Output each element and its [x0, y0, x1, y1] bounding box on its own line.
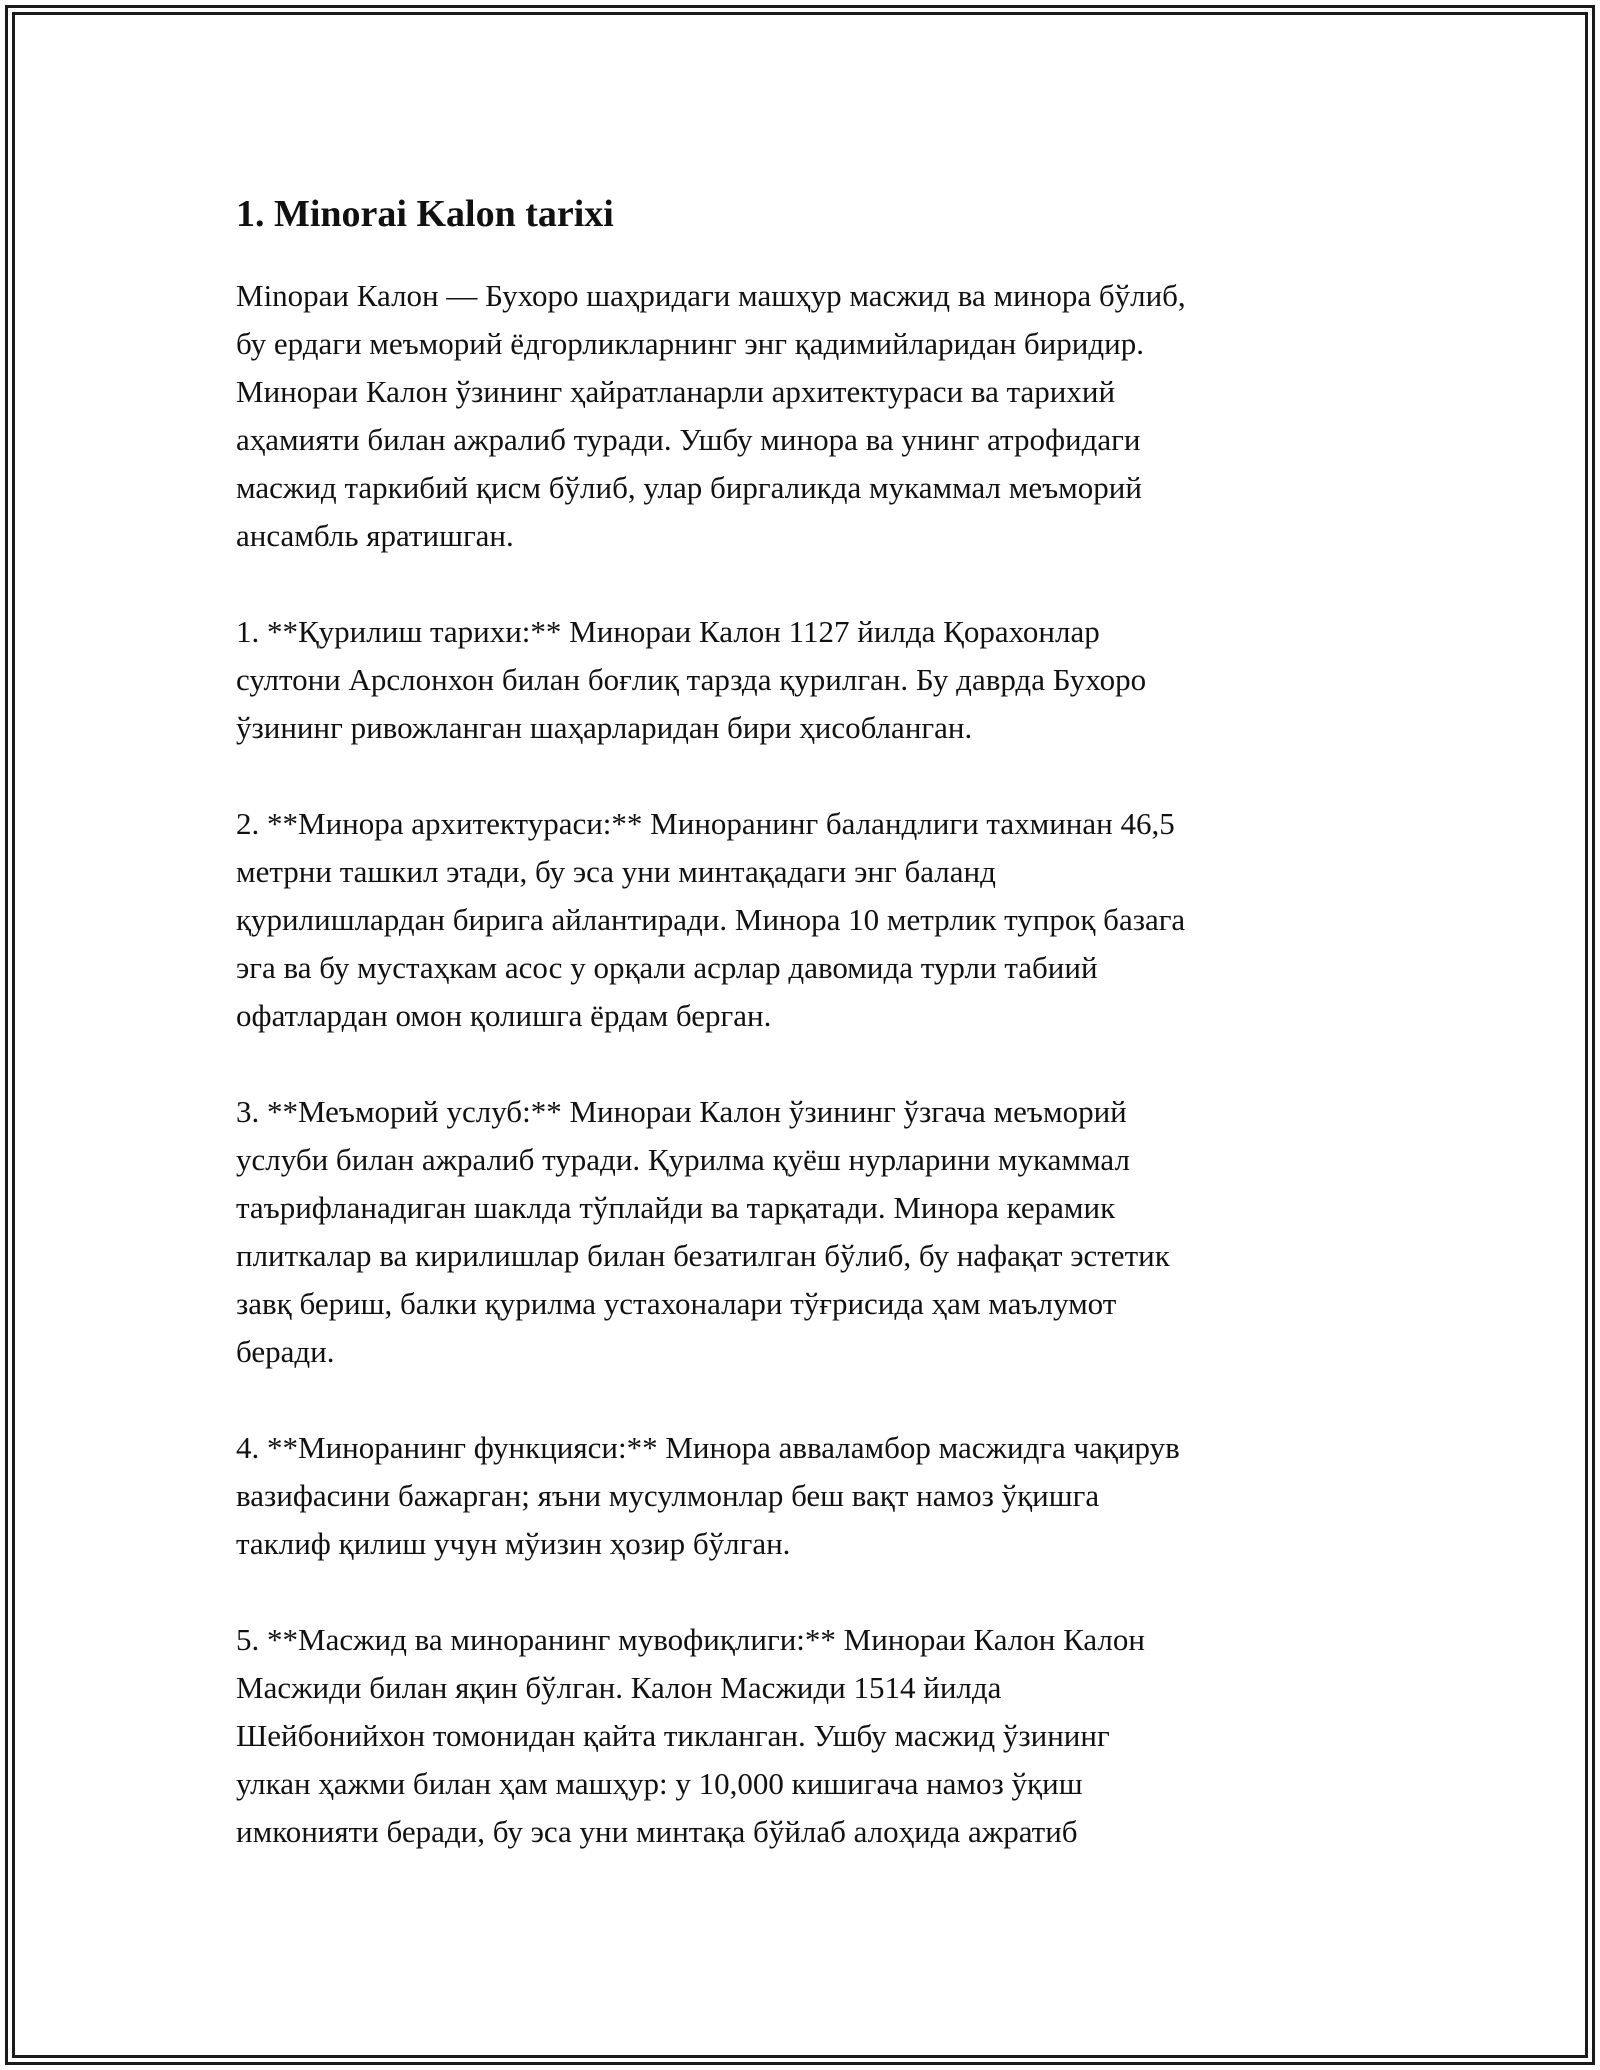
- paragraph-line: масжид таркибий қисм бўлиб, улар биргаликда мукаммал меъморий: [236, 470, 1142, 505]
- paragraph-line: қурилишлардан бирига айлантиради. Минора 10 метрлик тупроқ базага: [236, 902, 1186, 937]
- paragraph-line: завқ бериш, балки қурилма устахоналари тўғрисида ҳам маълумот: [236, 1286, 1117, 1321]
- paragraph-line: 3. **Меъморий услуб:** Минораи Калон ўзининг ўзгача меъморий: [236, 1094, 1127, 1129]
- paragraph-line: ансамбль яратишган.: [236, 518, 514, 553]
- minaret-function-paragraph: [236, 1424, 1376, 1568]
- construction-history-paragraph: [236, 608, 1376, 752]
- paragraph-line: таърифланадиган шаклда тўплайди ва тарқатади. Минора керамик: [236, 1190, 1116, 1225]
- paragraph-line: офатлардан омон қолишга ёрдам берган.: [236, 998, 772, 1033]
- paragraph-line: плиткалар ва кирилишлар билан безатилган бўлиб, бу нафақат эстетик: [236, 1238, 1170, 1273]
- paragraph-line: Шейбонийхон томонидан қайта тикланган. Ушбу масжид ўзининг: [236, 1718, 1110, 1753]
- paragraph-line: 5. **Масжид ва миноранинг мувофиқлиги:** Минораи Калон Калон: [236, 1622, 1145, 1657]
- paragraph-line: имконияти беради, бу эса уни минтақа бўйлаб алоҳида ажратиб: [236, 1814, 1078, 1849]
- paragraph-line: бу ердаги меъморий ёдгорликларнинг энг қадимийларидан биридир.: [236, 326, 1144, 361]
- paragraph-line: аҳамияти билан ажралиб туради. Ушбу минора ва унинг атрофидаги: [236, 422, 1141, 457]
- paragraph-line: вазифасини бажарган; яъни мусулмонлар беш вақт намоз ўқишга: [236, 1478, 1100, 1513]
- document-title: 1. Minorai Kalon tarixi: [236, 193, 614, 235]
- paragraph-line: эга ва бу мустаҳкам асос у орқали асрлар давомида турли табиий: [236, 950, 1098, 985]
- paragraph-line: Масжиди билан яқин бўлган. Калон Масжиди 1514 йилда: [236, 1670, 1002, 1705]
- intro-paragraph: [236, 272, 1376, 560]
- paragraph-line: султони Арслонхон билан боғлиқ тарзда қурилган. Бу даврда Бухоро: [236, 662, 1147, 697]
- paragraph-line: услуби билан ажралиб туради. Қурилма қуёш нурларини мукаммал: [236, 1142, 1130, 1177]
- paragraph-line: Mіnораи Калон — Бухоро шаҳридаги машҳур масжид ва минора бўлиб,: [236, 278, 1186, 313]
- paragraph-line: 4. **Миноранинг функцияси:** Минора авваламбор масжидга чақирув: [236, 1430, 1180, 1465]
- paragraph-line: таклиф қилиш учун мўизин ҳозир бўлган.: [236, 1526, 791, 1561]
- paragraph-line: ўзининг ривожланган шаҳарларидан бири ҳисобланган.: [236, 710, 973, 745]
- architectural-style-paragraph: [236, 1088, 1376, 1376]
- paragraph-line: Минораи Калон ўзининг ҳайратланарли архитектураси ва тарихий: [236, 374, 1116, 409]
- mosque-minaret-harmony-paragraph: [236, 1616, 1376, 1856]
- paragraph-line: метрни ташкил этади, бу эса уни минтақадаги энг баланд: [236, 854, 996, 889]
- paragraph-line: 2. **Минора архитектураси:** Миноранинг баландлиги тахминан 46,5: [236, 806, 1175, 841]
- paragraph-line: улкан ҳажми билан ҳам машҳур: у 10,000 кишигача намоз ўқиш: [236, 1766, 1083, 1801]
- paragraph-line: 1. **Қурилиш тарихи:** Минораи Калон 1127 йилда Қорахонлар: [236, 614, 1100, 649]
- document-body: [236, 186, 1376, 1904]
- architecture-paragraph: [236, 800, 1376, 1040]
- paragraph-line: беради.: [236, 1334, 335, 1369]
